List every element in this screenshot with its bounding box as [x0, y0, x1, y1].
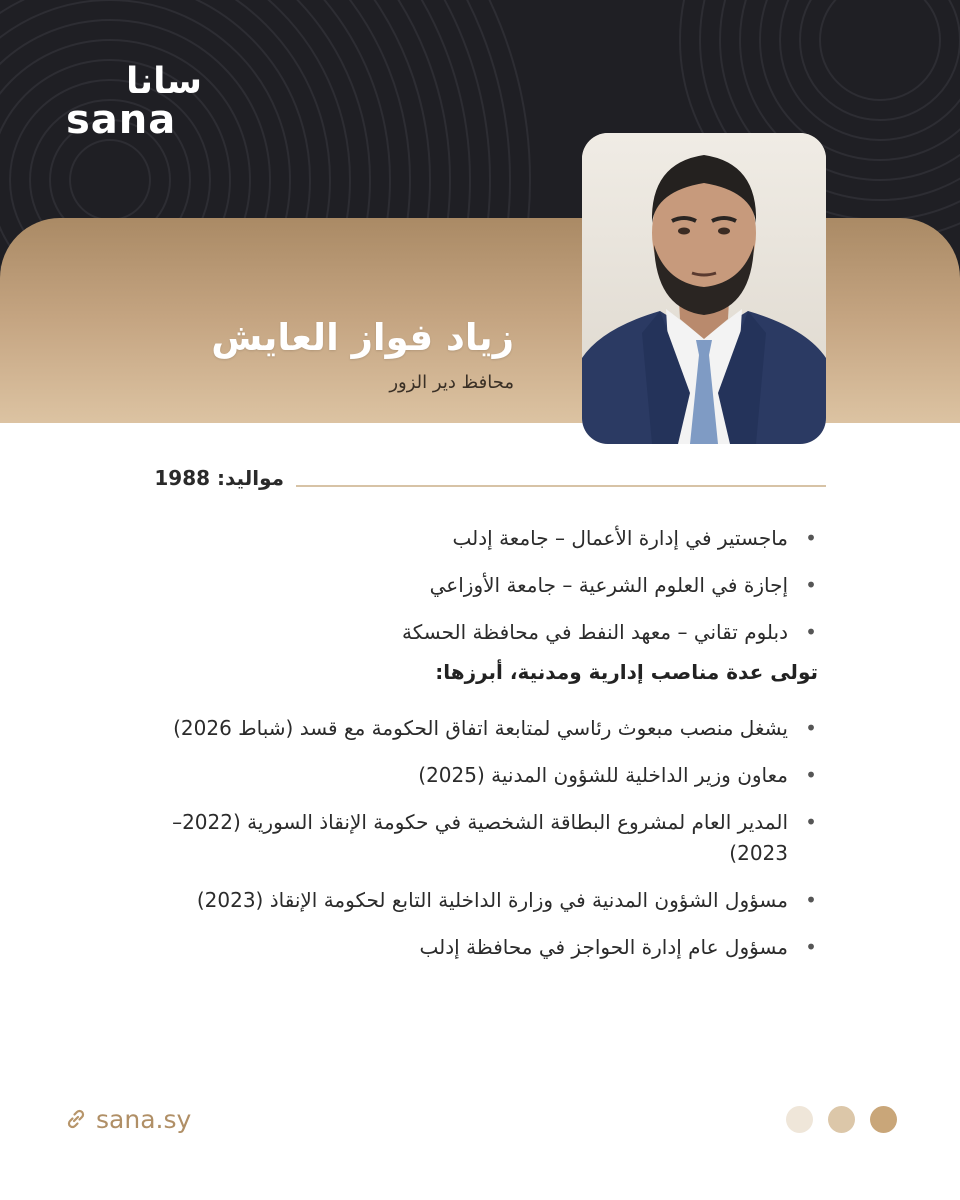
positions-heading: تولى عدة مناصب إدارية ومدنية، أبرزها:: [435, 660, 818, 684]
page-dot: [870, 1106, 897, 1133]
bullet-icon: •: [805, 526, 817, 550]
person-title: محافظ دير الزور: [389, 372, 514, 393]
page-dot: [786, 1106, 813, 1133]
website-link[interactable]: [64, 1102, 191, 1136]
position-item-text: مسؤول الشؤون المدنية في وزارة الداخلية التابع لحكومة الإنقاذ (2023): [196, 888, 788, 912]
position-item-text: المدير العام لمشروع البطاقة الشخصية في حكومة الإنقاذ السورية (2022–2023): [172, 810, 788, 865]
list-item: [128, 523, 818, 554]
list-item: [128, 760, 818, 791]
bullet-icon: •: [805, 763, 817, 787]
logo-arabic: سانا: [126, 61, 202, 102]
position-item-text: مسؤول عام إدارة الحواجز في محافظة إدلب: [419, 935, 788, 959]
education-item-text: ماجستير في إدارة الأعمال – جامعة إدلب: [452, 526, 788, 550]
list-item: [128, 885, 818, 916]
bullet-icon: •: [805, 810, 817, 834]
education-item-text: دبلوم تقاني – معهد النفط في محافظة الحسكة: [402, 620, 788, 644]
link-icon: [64, 1107, 88, 1131]
bullet-icon: •: [805, 716, 817, 740]
list-item: [128, 617, 818, 648]
bullet-icon: •: [805, 935, 817, 959]
sana-logo: [62, 61, 202, 143]
bullet-icon: •: [805, 573, 817, 597]
bullet-icon: •: [805, 888, 817, 912]
education-list: [128, 523, 818, 664]
page-indicator: [786, 1106, 897, 1133]
portrait-illustration: [582, 133, 826, 444]
bullet-icon: •: [805, 620, 817, 644]
logo-latin: sana: [66, 97, 177, 143]
list-item: [128, 713, 818, 744]
portrait-photo: [582, 133, 826, 444]
website-url: sana.sy: [96, 1104, 192, 1134]
position-item-text: معاون وزير الداخلية للشؤون المدنية (2025): [418, 763, 788, 787]
page-dot: [828, 1106, 855, 1133]
person-name: زياد فواز العايش: [211, 316, 514, 359]
list-item: [128, 932, 818, 963]
birth-year: مواليد: 1988: [154, 466, 284, 490]
list-item: [128, 807, 818, 869]
divider-line: [296, 485, 826, 487]
education-item-text: إجازة في العلوم الشرعية – جامعة الأوزاعي: [429, 573, 788, 597]
position-item-text: يشغل منصب مبعوث رئاسي لمتابعة اتفاق الحكومة مع قسد (شباط 2026): [173, 716, 788, 740]
positions-list: [128, 713, 818, 979]
list-item: [128, 570, 818, 601]
